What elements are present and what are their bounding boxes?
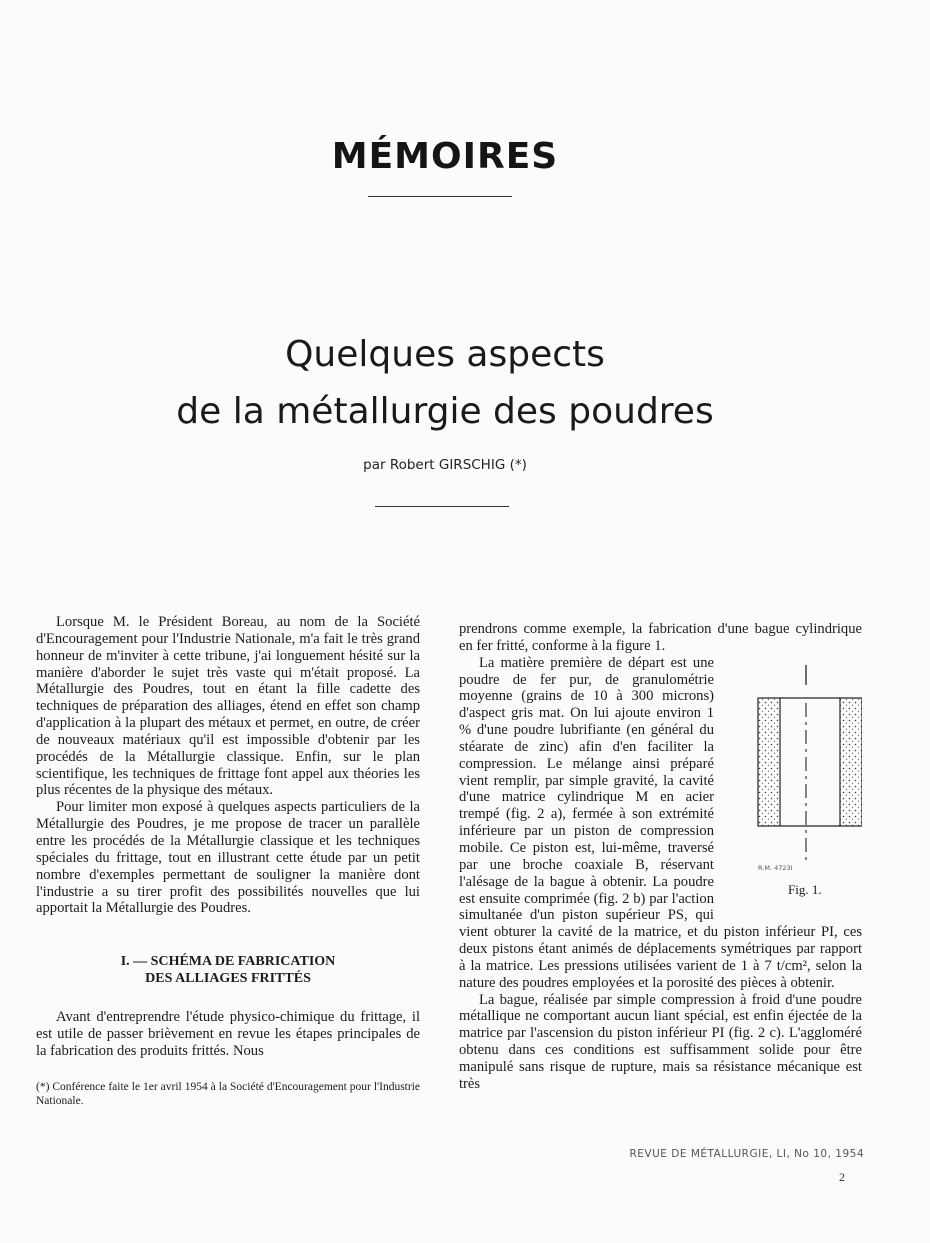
page-number: 2 [839, 1170, 845, 1184]
paragraph: La bague, réalisée par simple compression à froid d'une poudre métallique ne comportant aucun liant spécial, est enfin éjectée de la matrice par l'ascension du piston inférieur PI (fig. 2 c). L'aggloméré obtenu dans ces conditions est suffisamment solide pour être manipulé sans risque de rupture, mais sa résistance mécanique est très [459, 991, 862, 1092]
figure-caption: Fig. 1. [788, 881, 822, 897]
paragraph: Avant d'entreprendre l'étude physico-chimique du frittage, il est utile de passer brièvement en revue les étapes principales de la fabrication des produits frittés. Nous [36, 1009, 420, 1059]
byline: par Robert GIRSCHIG (*) [363, 457, 527, 473]
figure-1 [722, 665, 862, 905]
paragraph: Pour limiter mon exposé à quelques aspects particuliers de la Métallurgie des Poudres, je me propose de tracer un parallèle entre les procédés de la Métallurgie classique et les techniques spéciales du frittage, tout en illustrant cette étude par un petit nombre d'exemples permettant de souligner la manière dont l'industrie a su tirer profit des possibilités nouvelles que lui apportait la Métallurgie des Poudres. [36, 799, 420, 917]
section-heading-line2: DES ALLIAGES FRITTÉS [145, 971, 311, 987]
left-column [36, 614, 420, 1108]
bushing-drawing [722, 665, 862, 870]
journal-reference: REVUE DE MÉTALLURGIE, LI, No 10, 1954 [629, 1148, 864, 1160]
section-heading-line1: I. — SCHÉMA DE FABRICATION [120, 954, 336, 970]
rubric-heading: MÉMOIRES [331, 136, 559, 177]
right-column [459, 621, 862, 1093]
paragraph: Lorsque M. le Président Boreau, au nom de la Société d'Encouragement pour l'Industrie Nationale, m'a fait le très grand honneur de m'inviter à cette tribune, j'ai longuement hésité sur la manière d'aborder le sujet très vaste qui m'était proposé. La Métallurgie des Poudres, tout en étant la fille cadette des techniques de préparation des alliages, étend en effet son champ d'application à la plupart des métaux et permet, en outre, de créer de nouveaux matériaux qu'il est impossible d'obtenir par les procédés de la Métallurgie classique. Enfin, sur le plan scientifique, les techniques de frittage font appel aux théories les plus récentes de la physique des métaux. [36, 614, 420, 799]
title-rule [375, 506, 509, 507]
paragraph: prendrons comme exemple, la fabrication d'une bague cylindrique en fer fritté, conforme à la figure 1. [459, 621, 862, 654]
article-title-line1: Quelques aspects [285, 334, 605, 375]
figure-ref: R.M. 4723I [758, 863, 793, 872]
section-heading [36, 953, 420, 987]
rubric-rule [368, 196, 512, 197]
paragraph: La matière première de départ est une poudre de fer pur, de granulométrie moyenne (grains de 10 à 300 microns) d'aspect gris mat. On lui ajoute environ 1 % d'une poudre lubrifiante (en général du stéarate de zinc) afin d'en faciliter la compression. Le mélange ainsi préparé vient remplir, par simple gravité, la cavité d'une matrice cylindrique M en acier trempé (fig. 2 a), fermée à son extrémité inférieure par un piston de compression mobile. Ce piston est, lui-même, traversé par une broche coaxiale B, réservant l'alésage de la bague à obtenir. La poudre est ensuite comprimée (fig. 2 b) par l'action simultanée d'un piston supérieur PS, qui vient obturer la cavité de la matrice, et du piston inférieur PI, ces deux pistons étant animés de déplacements symétriques par rapport à la matrice. Les pressions utilisées varient de 1 à 7 t/cm², selon la nature des poudres employées et la porosité des pièces à obtenir. [459, 654, 862, 991]
article-title-line2: de la métallurgie des poudres [176, 391, 714, 432]
footnote: (*) Conférence faite le 1er avril 1954 à la Société d'Encouragement pour l'Industrie Nationale. [36, 1080, 420, 1107]
